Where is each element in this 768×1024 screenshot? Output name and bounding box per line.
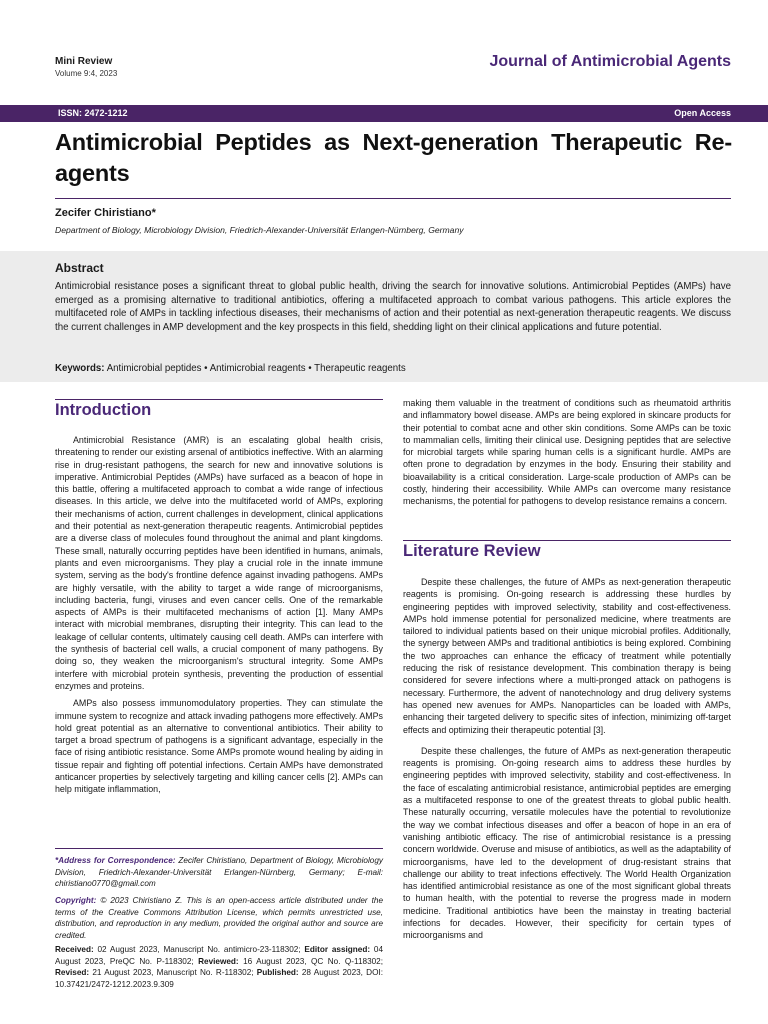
introduction-continued xyxy=(403,397,731,508)
keywords xyxy=(55,363,406,374)
manuscript-dates xyxy=(55,944,383,990)
title-divider xyxy=(55,198,731,199)
literature-heading: Literature Review xyxy=(403,542,541,560)
correspondence-text: Zecifer Chiristiano, Department of Biology, Microbiology Division, Friedrich-Alexander-Universität Erlangen-Nürnberg, Germany; E-mail: chiristiano0770@gmail.com xyxy=(55,856,383,888)
editor-text: 04 August 2023, PreQC No. P-118302; xyxy=(55,945,383,966)
published-label: Published: xyxy=(256,968,299,977)
abstract-text: Antimicrobial resistance poses a significant threat to global public health, driving the search for innovative solutions. Antimicrobial Peptides (AMPs) have emerged as a promising alternative to traditional antibiotics, offering a multifaceted approach to combat various pathogens. This article explores the multifaceted role of AMPs in tackling infectious diseases, their mechanisms of action and their potential as next-generation therapeutic reagents. We discuss the current challenges in AMP development and the key prospects in this field, shedding light on their clinical applications and future potential. xyxy=(55,281,731,333)
received-text: 02 August 2023, Manuscript No. antimicro-23-118302; xyxy=(97,945,301,954)
introduction-rule xyxy=(55,399,383,400)
issn-bar xyxy=(0,105,768,122)
correspondence xyxy=(55,855,383,890)
reviewed-text: 16 August 2023, QC No. Q-118302; xyxy=(243,956,384,966)
author-affiliation: Department of Biology, Microbiology Division, Friedrich-Alexander-Universität Erlangen-Nürnberg, Germany xyxy=(55,225,464,235)
introduction-heading: Introduction xyxy=(55,401,152,419)
abstract-heading: Abstract xyxy=(55,261,104,275)
article-title: Antimicrobial Peptides as Next-generation Therapeutic Re-agents xyxy=(55,129,732,186)
author-name: Zecifer Chiristiano* xyxy=(55,207,156,219)
article-meta xyxy=(55,56,117,79)
introduction-body xyxy=(55,434,383,796)
received-label: Received: xyxy=(55,945,94,954)
copyright xyxy=(55,895,383,941)
literature-rule xyxy=(403,540,731,541)
open-access-label: Open Access xyxy=(674,108,731,118)
editor-label: Editor assigned: xyxy=(304,945,371,954)
introduction-paragraph: AMPs also possess immunomodulatory properties. They can stimulate the immune system to recognize and attack invading pathogens more effectively. AMPs hold great potential as an alternative to conventional antibiotics. Their ability to target a broad spectrum of pathogens is a significant advantage, especially in the face of rising antibiotic resistance. Some AMPs promote wound healing by aiding in tissue repair and fighting off potential infections. Certain AMPs have demonstrated anticancer properties by selectively targeting and killing cancer cells [2]. AMPs can help mitigate inflammation, xyxy=(55,698,383,795)
literature-body xyxy=(403,576,731,942)
article-type: Mini Review xyxy=(55,56,113,67)
correspondence-label: *Address for Correspondence: xyxy=(55,856,176,865)
footnote-divider xyxy=(55,848,383,849)
revised-text: 21 August 2023, Manuscript No. R-118302; xyxy=(92,968,254,977)
copyright-label: Copyright: xyxy=(55,896,97,905)
introduction-paragraph: making them valuable in the treatment of conditions such as rheumatoid arthritis and inflammatory bowel disease. AMPs are being explored in skincare products for their potential to combat acne and other skin conditions. Some AMPs can be toxic to mammalian cells, limiting their clinical use. Designing peptides that are selective for microbial targets while sparing human cells is a significant hurdle. AMPs are often prone to degradation by enzymes in the body. Ensuring their stability and bioavailability is a critical consideration. Large-scale production of AMPs can be costly, hindering their accessibility. While AMPs can overcome many resistance mechanisms, the potential for pathogens to develop resistance remains a concern. xyxy=(403,398,731,507)
keywords-list: Antimicrobial peptides • Antimicrobial reagents • Therapeutic reagents xyxy=(106,363,406,374)
published-text: 28 August 2023, DOI: 10.37421/2472-1212.2023.9.309 xyxy=(55,968,384,989)
reviewed-label: Reviewed: xyxy=(198,956,239,966)
volume-info: Volume 9:4, 2023 xyxy=(55,69,118,78)
copyright-text: © 2023 Chiristiano Z. This is an open-access article distributed under the terms of the Creative Commons Attribution License, which permits unrestricted use, distribution, and reproduction in any medium, provided the original author and source are credited. xyxy=(55,896,383,940)
literature-paragraph: Despite these challenges, the future of AMPs as next-generation therapeutic reagents is promising. On-going research is addressing these hurdles by engineering peptides with improved selectivity, stability and cost-effectiveness. AMPs hold immense potential for personalized medicine, where treatments are tailored to individual patients based on their unique microbial profiles. Additionally, the synergy between AMPs and traditional antibiotics is being explored. Combining the two approaches can enhance the efficacy of treatment while potentially reducing the risk of resistance development. This combination therapy is being considered for severe infections where a multi-pronged attack on pathogens is necessary. Furthermore, the advent of nanotechnology and drug delivery systems has opened new avenues for AMPs. Nanoparticles can be loaded with AMPs, enhancing their targeted delivery to specific sites of infection, minimizing off-target effects and optimizing their therapeutic potential [3]. xyxy=(403,577,731,735)
literature-paragraph: Despite these challenges, the future of AMPs as next-generation therapeutic reagents is promising. On-going research aims to address these hurdles by engineering peptides with improved selectivity, stability and cost-effectiveness. In the face of escalating antimicrobial resistance, antimicrobial peptides are emerging as a multifaceted response to one of the greatest threats to global public health. These naturally occurring, versatile molecules have the potential to revolutionize the way we combat infectious diseases and offer a beacon of hope in an era of vanishing antibiotic efficacy. The rise of antimicrobial resistance is a pressing concern worldwide. Overuse and misuse of antibiotics, as well as the adaptability of microorganisms, have led to the development of drug-resistant strains that challenge our ability to treat infections effectively. The World Health Organization has identified antimicrobial resistance as one of the most significant global threats to human health, with the potential to reverse the progress made in modern medicine. Traditional antibiotics have been the mainstay in treating bacterial infections for decades. However, their specificity for certain types of microorganisms and xyxy=(403,745,731,941)
revised-label: Revised: xyxy=(55,968,90,977)
journal-name: Journal of Antimicrobial Agents xyxy=(489,53,731,70)
issn: ISSN: 2472-1212 xyxy=(58,108,128,118)
keywords-label: Keywords: xyxy=(55,363,105,374)
introduction-paragraph: Antimicrobial Resistance (AMR) is an escalating global health crisis, threatening to render our existing arsenal of antibiotics ineffective. With an alarming rise in drug-resistant pathogens, the search for new and innovative solutions is imperative. Antimicrobial Peptides (AMPs) have surfaced as a beacon of hope in this battle, offering a multifaceted approach to combat a wide range of infectious diseases. In this article, we delve into the multifaceted world of AMPs, exploring their mechanisms of action, current challenges in development, clinical applications and their potential as next-generation therapeutic reagents. Antimicrobial peptides are a diverse class of molecules found throughout the animal and plant kingdoms. These small, naturally occurring peptides have been identified in humans, animals, plants and even microorganisms. They play a crucial role in the innate immune system, serving as the body's frontline defence against invading pathogens. AMPs are highly versatile, with the ability to target a wide range of microorganisms, including bacteria, fungi, viruses and even cancer cells. One of the remarkable aspects of AMPs is their multifaceted mechanisms of action [1]. Many AMPs interact with microbial membranes, disrupting their integrity. This can lead to the leakage of cellular contents, ultimately causing cell death. AMPs can interfere with the synthesis of bacterial cell walls, a crucial component of many pathogens. By doing so, they weaken the microorganism's structural integrity. Some AMPs interfere with microbial protein synthesis, preventing the production of essential enzymes and proteins. xyxy=(55,435,383,691)
